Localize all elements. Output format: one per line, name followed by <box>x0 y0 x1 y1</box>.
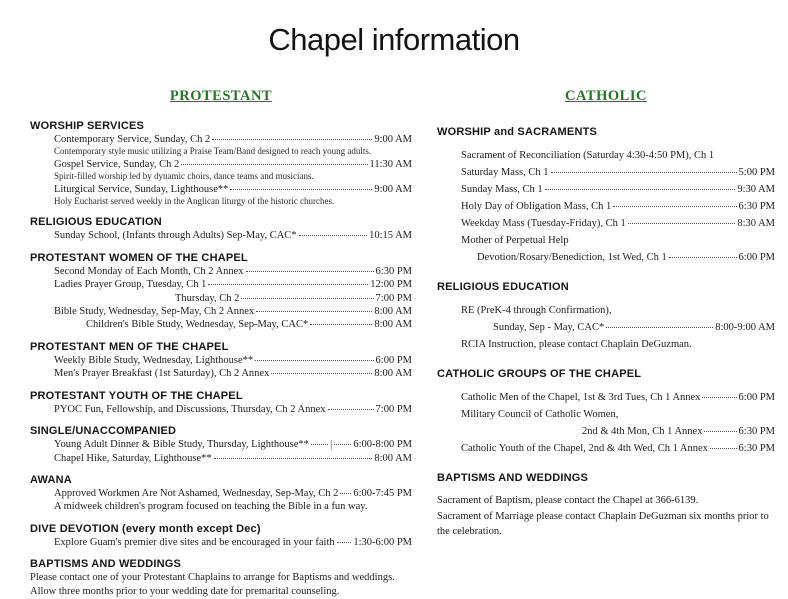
entry-time: 9:30 AM <box>737 184 775 195</box>
section-title: SINGLE/UNACCOMPANIED <box>30 425 177 438</box>
entry-text: Catholic Men of the Chapel, 1st & 3rd Tues, Ch 1 Annex <box>461 392 701 403</box>
schedule-entry <box>30 452 412 465</box>
schedule-entry <box>437 423 775 440</box>
section-title: PROTESTANT MEN OF THE CHAPEL <box>30 340 229 353</box>
entry-text: Gospel Service, Sunday, Ch 2 <box>54 158 180 170</box>
entry-text: Ladies Prayer Group, Tuesday, Ch 1 <box>54 279 207 291</box>
column-heading: PROTESTANT <box>169 88 273 104</box>
entry-text: Bible Study, Wednesday, Sep-May, Ch 2 Annex <box>54 306 255 318</box>
column-protestant <box>30 88 412 599</box>
dot-leader <box>551 172 737 173</box>
schedule-entry <box>30 438 412 451</box>
schedule-entry <box>30 403 412 416</box>
schedule-entry <box>437 198 775 215</box>
schedule-entry <box>437 164 775 181</box>
entry-text: Chapel Hike, Saturday, Lighthouse** <box>54 452 212 464</box>
schedule-entry <box>437 249 775 266</box>
schedule-entry <box>30 536 412 549</box>
schedule-text: A midweek children's program focused on teaching the Bible in a fun way. <box>54 501 368 513</box>
dot-leader <box>710 448 737 449</box>
entry-text: Approved Workmen Are Not Ashamed, Wednesday, Sep-May, Ch 2 <box>54 487 339 499</box>
entry-text: Men's Prayer Breakfast (1st Saturday), Ch 2 Annex <box>54 368 270 380</box>
dot-leader <box>337 542 352 543</box>
schedule-entry <box>437 181 775 198</box>
schedule-entry <box>30 183 412 196</box>
entry-time: 5:00 PM <box>738 167 775 178</box>
schedule-entry <box>30 305 412 318</box>
schedule-text: Military Council of Catholic Women, <box>461 409 619 420</box>
dot-leader <box>310 324 372 325</box>
schedule-text: RE (PreK-4 through Confirmation), <box>461 305 612 316</box>
section <box>30 252 412 332</box>
entry-text: Explore Guam's premier dive sites and be encouraged in your faith <box>54 536 335 548</box>
dot-leader <box>256 311 372 312</box>
entry-text: Young Adult Dinner & Bible Study, Thursday, Lighthouse** <box>54 439 309 451</box>
section <box>30 120 412 207</box>
schedule-text: Sacrament of Reconciliation (Saturday 4:30-4:50 PM), Ch 1 <box>461 150 715 161</box>
entry-note: Contemporary style music utilizing a Praise Team/Band designed to reach young adults. <box>54 146 372 157</box>
schedule-entry <box>30 354 412 367</box>
dot-leader <box>334 444 351 445</box>
section <box>30 390 412 416</box>
entry-text: Thursday, Ch 2 <box>175 292 240 304</box>
schedule-entry <box>30 229 412 242</box>
column-heading: CATHOLIC <box>565 88 647 104</box>
schedule-entry <box>437 215 775 232</box>
section <box>437 368 775 457</box>
entry-time: 12:00 PM <box>370 279 412 291</box>
paragraph: Allow three months prior to your wedding date for premarital counseling. <box>30 585 340 597</box>
entry-time: 6:00-7:45 PM <box>353 487 412 499</box>
schedule-text: RCIA Instruction, please contact Chaplain DeGuzman. <box>461 339 692 350</box>
schedule-entry <box>30 158 412 171</box>
section-title: BAPTISMS AND WEDDINGS <box>30 558 182 571</box>
section <box>30 341 412 381</box>
column-catholic <box>437 88 775 599</box>
entry-text: Children's Bible Study, Wednesday, Sep-May, CAC* <box>86 319 309 331</box>
entry-time: 6:00 PM <box>738 252 775 263</box>
dot-leader <box>702 397 736 398</box>
schedule-entry <box>437 389 775 406</box>
entry-time: 9:00 AM <box>374 134 412 145</box>
section-title: RELIGIOUS EDUCATION <box>437 281 569 293</box>
dot-leader <box>311 444 328 445</box>
entry-time: 7:00 PM <box>375 403 412 415</box>
dot-leader <box>255 360 373 361</box>
dot-leader <box>299 235 368 236</box>
leader-mark: | <box>330 439 333 451</box>
entry-text: Liturgical Service, Sunday, Lighthouse** <box>54 183 229 195</box>
paragraph: Please contact one of your Protestant Chaplains to arrange for Baptisms and weddings. <box>30 572 395 584</box>
two-column-layout <box>30 88 775 599</box>
entry-text: Weekday Mass (Tuesday-Friday), Ch 1 <box>461 218 626 229</box>
page-title: Chapel information <box>268 22 520 57</box>
entry-time: 6:30 PM <box>738 443 775 454</box>
entry-time: 8:00 AM <box>374 368 412 380</box>
dot-leader <box>328 409 374 410</box>
dot-leader <box>271 373 372 374</box>
section-title: BAPTISMS AND WEDDINGS <box>437 472 589 484</box>
schedule-entry <box>30 133 412 146</box>
entry-time: 6:00 PM <box>375 354 412 366</box>
entry-time: 9:00 AM <box>374 183 412 195</box>
section <box>437 472 775 540</box>
dot-leader <box>212 139 372 140</box>
entry-time: 6:30 PM <box>738 201 775 212</box>
entry-time: 8:00 AM <box>374 452 412 464</box>
entry-text: Holy Day of Obligation Mass, Ch 1 <box>461 201 612 212</box>
entry-text: Sunday, Sep - May, CAC* <box>493 322 605 333</box>
dot-leader <box>208 284 368 285</box>
section-title: WORSHIP and SACRAMENTS <box>437 126 598 138</box>
schedule-text: Mother of Perpetual Help <box>461 235 569 246</box>
entry-note: Holy Eucharist served weekly in the Anglican liturgy of the historic churches. <box>54 196 335 207</box>
dot-leader <box>669 257 737 258</box>
entry-text: PYOC Fun, Fellowship, and Discussions, Thursday, Ch 2 Annex <box>54 403 326 415</box>
entry-time: 6:30 PM <box>738 426 775 437</box>
dot-leader <box>230 189 372 190</box>
dot-leader <box>545 189 736 190</box>
section-title: AWANA <box>30 473 72 486</box>
section <box>30 474 412 514</box>
entry-time: 11:30 AM <box>369 158 412 170</box>
section-title: PROTESTANT WOMEN OF THE CHAPEL <box>30 251 248 264</box>
entry-text: Sunday Mass, Ch 1 <box>461 184 543 195</box>
section-title: WORSHIP SERVICES <box>30 120 145 132</box>
schedule-entry <box>30 367 412 380</box>
section-title: CATHOLIC GROUPS OF THE CHAPEL <box>437 368 642 380</box>
entry-text: Sunday School, (Infants through Adults) Sep-May, CAC* <box>54 230 297 242</box>
paragraph: Sacrament of Baptism, please contact the Chapel at 366-6139. <box>437 495 699 506</box>
schedule-entry <box>30 265 412 278</box>
section <box>30 523 412 549</box>
section <box>30 425 412 465</box>
dot-leader <box>704 431 736 432</box>
dot-leader <box>241 298 373 299</box>
entry-time: 1:30-6:00 PM <box>353 536 412 548</box>
entry-time: 6:00 PM <box>738 392 775 403</box>
entry-time: 7:00 PM <box>375 292 412 304</box>
dot-leader <box>246 271 374 272</box>
section-title: DIVE DEVOTION (every month except Dec) <box>30 522 261 535</box>
section-title: RELIGIOUS EDUCATION <box>30 216 162 229</box>
schedule-entry <box>30 278 412 291</box>
dot-leader <box>613 206 736 207</box>
entry-text: Catholic Youth of the Chapel, 2nd & 4th Wed, Ch 1 Annex <box>461 443 708 454</box>
entry-note: Spirit-filled worship led by dynamic choirs, dance teams and musicians. <box>54 171 314 182</box>
entry-time: 8:00 AM <box>374 306 412 318</box>
schedule-entry <box>30 318 412 331</box>
schedule-entry <box>30 292 412 305</box>
entry-time: 6:30 PM <box>375 265 412 277</box>
entry-text: Saturday Mass, Ch 1 <box>461 167 549 178</box>
entry-text: Second Monday of Each Month, Ch 2 Annex <box>54 265 244 277</box>
dot-leader <box>340 493 351 494</box>
dot-leader <box>214 458 373 459</box>
section-title: PROTESTANT YOUTH OF THE CHAPEL <box>30 389 243 402</box>
entry-time: 8:30 AM <box>737 218 775 229</box>
dot-leader <box>628 223 736 224</box>
schedule-entry <box>30 487 412 500</box>
schedule-entry <box>437 440 775 457</box>
section <box>437 281 775 353</box>
dot-leader <box>606 327 713 328</box>
section <box>437 126 775 266</box>
entry-text: Weekly Bible Study, Wednesday, Lighthouse** <box>54 354 254 366</box>
entry-text: Devotion/Rosary/Benediction, 1st Wed, Ch 1 <box>477 252 667 263</box>
schedule-entry <box>437 319 775 336</box>
entry-time: 8:00 AM <box>374 319 412 331</box>
entry-time: 6:00-8:00 PM <box>353 439 412 451</box>
section <box>30 558 412 599</box>
entry-time: 10:15 AM <box>369 230 412 242</box>
paragraph: Sacrament of Marriage please contact Chaplain DeGuzman six months prior to the celebration. <box>437 510 769 537</box>
section <box>30 216 412 242</box>
entry-text: 2nd & 4th Mon, Ch 1 Annex <box>582 426 703 437</box>
entry-time: 8:00-9:00 AM <box>715 322 775 333</box>
dot-leader <box>181 164 367 165</box>
entry-text: Contemporary Service, Sunday, Ch 2 <box>54 134 211 145</box>
